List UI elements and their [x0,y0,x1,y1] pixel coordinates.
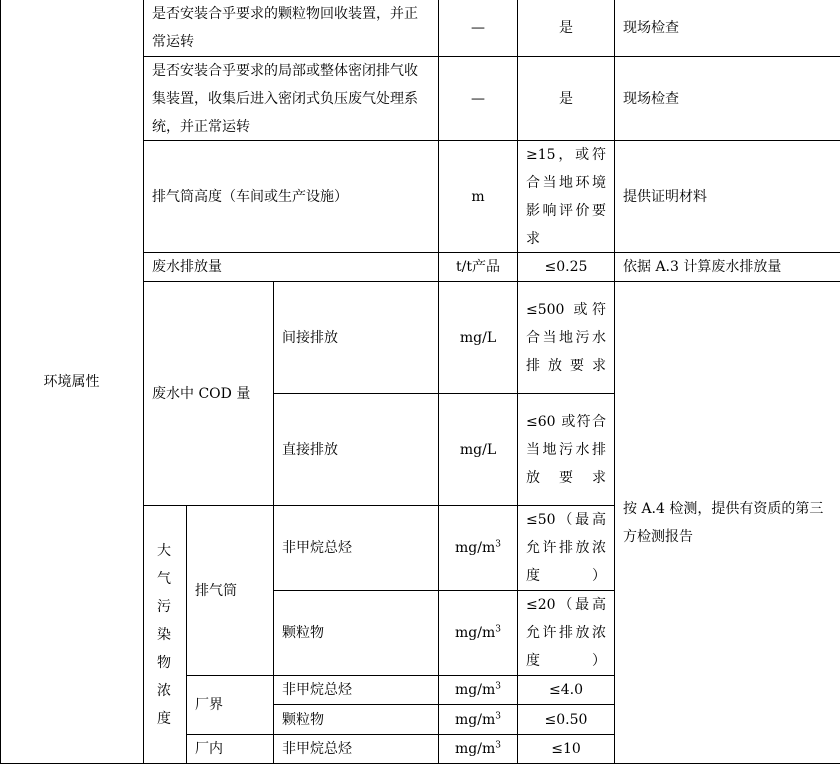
unit-text: m [471,188,485,205]
unit-text: $mg/m^3$ [455,539,501,556]
unit-cell [439,506,517,590]
method-cell [615,141,840,252]
method-cell [615,0,840,56]
requirement-cell [518,57,614,140]
subitem-cell [274,394,438,505]
cod-label: 废水中 COD 量 [152,385,251,402]
requirement-cell [518,282,614,393]
method-cell [615,57,840,140]
item-cell [144,0,438,56]
unit-text: $mg/m^3$ [455,681,501,698]
unit-cell [439,57,517,140]
unit-text: — [471,20,485,36]
unit-cell [439,591,517,675]
requirement-cell [518,676,614,704]
item-text: 是否安装合乎要求的颗粒物回收装置，并正常运转 [152,6,418,50]
subitem-cell [274,735,438,763]
unit-cell [439,0,517,56]
boundary-cell [187,676,273,734]
stack-cell [187,506,273,675]
unit-cell [439,141,517,252]
unit-text: mg/L [459,329,497,346]
subitem-text: 非甲烷总烃 [282,682,352,698]
requirement-text: ≤0.50 [544,711,588,728]
unit-text: mg/L [459,441,497,458]
item-text: 废水排放量 [152,259,222,275]
subitem-cell [274,676,438,704]
subitem-text: 非甲烷总烃 [282,540,352,556]
requirement-text: ≤50（最高允许排放浓度） [526,512,606,584]
requirement-cell [518,591,614,675]
requirement-cell [518,141,614,252]
unit-cell [439,735,517,763]
inside-label: 厂内 [195,741,223,757]
subitem-text: 颗粒物 [282,711,324,728]
method-cell [615,253,840,281]
air-group-cell [144,506,186,763]
requirement-text: ≤0.25 [544,259,588,275]
unit-cell [439,282,517,393]
subitem-cell [274,506,438,590]
subitem-text: 直接排放 [282,441,338,458]
unit-cell [439,676,517,704]
item-text: 排气筒高度（车间或生产设施） [152,188,348,205]
method-text: 现场检查 [623,90,679,107]
requirement-text: ≤4.0 [549,682,583,698]
unit-cell [439,394,517,505]
subitem-text: 非甲烷总烃 [282,741,352,757]
method-text: 依据 A.3 计算废水排放量 [623,259,782,275]
method-text: 按 A.4 检测，提供有资质的第三方检测报告 [623,500,824,545]
unit-text: $mg/m^3$ [455,740,501,757]
unit-text: $mg/m^3$ [455,710,501,728]
stack-label: 排气筒 [195,582,237,599]
requirement-text: ≥15，或符合当地环境影响评价要求 [526,146,606,247]
requirement-cell [518,705,614,734]
category-label: 环境属性 [43,374,100,390]
requirement-text: 是 [559,90,573,107]
item-cell [144,253,438,281]
requirement-cell [518,253,614,281]
requirement-text: ≤60 或符合当地污水排放要求 [526,413,606,486]
unit-cell [439,253,517,281]
requirement-cell [518,506,614,590]
method-cell [615,282,840,763]
unit-text: — [471,90,485,107]
air-group-label: 大气污染物浓度 [157,542,171,727]
unit-cell [439,705,517,734]
requirement-text: ≤20（最高允许排放浓度） [526,597,606,669]
method-text: 提供证明材料 [623,188,707,205]
item-text: 是否安装合乎要求的局部或整体密闭排气收集装置，收集后进入密闭式负压废气处理系统，并正常运转 [152,62,418,135]
inside-cell [187,735,273,763]
unit-text: $mg/m^3$ [455,624,501,641]
requirement-text: ≤500 或符合当地污水排放要求 [526,301,606,374]
unit-text: t/t产品 [456,259,500,275]
requirement-cell [518,0,614,56]
item-cell [144,57,438,140]
requirement-text: ≤10 [551,741,581,757]
subitem-cell [274,705,438,734]
subitem-cell [274,282,438,393]
requirement-cell [518,735,614,763]
method-text: 现场检查 [623,20,679,36]
requirement-cell [518,394,614,505]
category-cell [0,0,143,764]
subitem-text: 间接排放 [282,329,338,346]
subitem-text: 颗粒物 [282,625,324,641]
subitem-cell [274,591,438,675]
cod-label-cell [144,282,273,505]
requirement-text: 是 [559,20,573,36]
boundary-label: 厂界 [195,697,223,713]
item-cell [144,141,438,252]
